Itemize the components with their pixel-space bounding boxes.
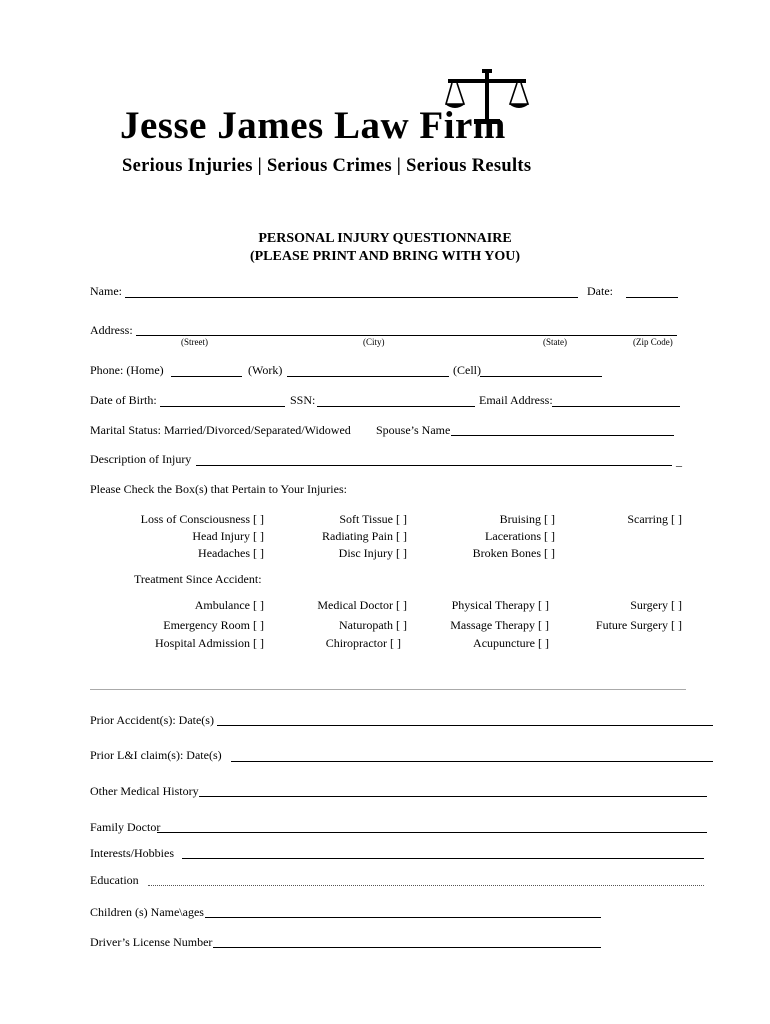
date-field[interactable]	[626, 297, 678, 298]
treatment-emergency-room[interactable]: Emergency Room [ ]	[163, 618, 264, 632]
prior-accidents-label: Prior Accident(s): Date(s)	[90, 713, 214, 727]
treatment-hospital-admission[interactable]: Hospital Admission [ ]	[154, 636, 264, 650]
section-divider	[90, 689, 686, 690]
zip-sublabel: (Zip Code)	[633, 337, 673, 347]
other-medical-history-label: Other Medical History	[90, 784, 199, 798]
email-field[interactable]	[552, 406, 680, 407]
description-label: Description of Injury	[90, 452, 192, 466]
treatment-naturopath[interactable]: Naturopath [ ]	[339, 618, 407, 632]
treatment-massage-therapy[interactable]: Massage Therapy [ ]	[450, 618, 549, 632]
street-sublabel: (Street)	[181, 337, 208, 347]
phone-home-field[interactable]	[171, 376, 242, 377]
treatment-ambulance[interactable]: Ambulance [ ]	[194, 598, 264, 612]
injury-disc-injury[interactable]: Disc Injury [ ]	[338, 546, 407, 560]
injury-headaches[interactable]: Headaches [ ]	[198, 546, 264, 560]
education-label: Education	[90, 873, 139, 887]
ssn-field[interactable]	[317, 406, 475, 407]
family-doctor-label: Family Doctor	[90, 820, 161, 834]
drivers-license-field[interactable]	[213, 947, 601, 948]
name-label: Name:	[90, 284, 122, 298]
treatment-heading: Treatment Since Accident:	[134, 572, 262, 586]
interests-hobbies-field[interactable]	[182, 858, 704, 859]
name-field[interactable]	[125, 297, 578, 298]
other-medical-history-field[interactable]	[199, 796, 707, 797]
injury-broken-bones[interactable]: Broken Bones [ ]	[472, 546, 555, 560]
firm-name: Jesse James Law Firm	[120, 104, 506, 147]
spouse-name-label: Spouse’s Name	[376, 423, 451, 437]
date-label: Date:	[587, 284, 613, 298]
children-names-ages-field[interactable]	[205, 917, 601, 918]
address-label: Address:	[90, 323, 133, 337]
treatment-chiropractor[interactable]: Chiropractor [ ]	[325, 636, 401, 650]
phone-cell-field[interactable]	[480, 376, 602, 377]
dob-field[interactable]	[160, 406, 285, 407]
treatment-future-surgery[interactable]: Future Surgery [ ]	[595, 618, 682, 632]
treatment-medical-doctor[interactable]: Medical Doctor [ ]	[317, 598, 407, 612]
description-field[interactable]	[196, 465, 672, 466]
injury-loss-of-consciousness[interactable]: Loss of Consciousness [ ]	[140, 512, 264, 526]
form-subtitle: (PLEASE PRINT AND BRING WITH YOU)	[249, 249, 521, 264]
prior-accidents-field[interactable]	[217, 725, 713, 726]
family-doctor-field[interactable]	[157, 832, 707, 833]
injury-radiating-pain[interactable]: Radiating Pain [ ]	[322, 529, 407, 543]
state-sublabel: (State)	[543, 337, 567, 347]
injury-head-injury[interactable]: Head Injury [ ]	[192, 529, 264, 543]
phone-work-label: (Work)	[248, 363, 283, 377]
firm-tagline: Serious Injuries | Serious Crimes | Serious Results	[122, 156, 532, 176]
spouse-name-field[interactable]	[451, 435, 674, 436]
prior-li-claims-label: Prior L&I claim(s): Date(s)	[90, 748, 222, 762]
phone-work-field[interactable]	[287, 376, 449, 377]
treatment-acupuncture[interactable]: Acupuncture [ ]	[473, 636, 549, 650]
injury-scarring[interactable]: Scarring [ ]	[627, 512, 682, 526]
form-title: PERSONAL INJURY QUESTIONNAIRE	[258, 231, 512, 246]
treatment-surgery[interactable]: Surgery [ ]	[630, 598, 682, 612]
children-names-ages-label: Children (s) Name\ages	[90, 905, 204, 919]
marital-status-label: Marital Status: Married/Divorced/Separated/Widowed	[90, 423, 351, 437]
prior-li-claims-field[interactable]	[231, 761, 713, 762]
phone-home-label: Phone: (Home)	[90, 363, 164, 377]
treatment-physical-therapy[interactable]: Physical Therapy [ ]	[451, 598, 549, 612]
injury-bruising[interactable]: Bruising [ ]	[499, 512, 555, 526]
injury-lacerations[interactable]: Lacerations [ ]	[485, 529, 555, 543]
address-field[interactable]	[136, 335, 677, 336]
ssn-label: SSN:	[290, 393, 316, 407]
drivers-license-label: Driver’s License Number	[90, 935, 213, 949]
description-tail: _	[676, 454, 682, 468]
phone-cell-label: (Cell)	[453, 363, 481, 377]
email-label: Email Address:	[479, 393, 553, 407]
dob-label: Date of Birth:	[90, 393, 157, 407]
injury-soft-tissue[interactable]: Soft Tissue [ ]	[339, 512, 407, 526]
education-field[interactable]	[148, 885, 704, 886]
interests-hobbies-label: Interests/Hobbies	[90, 846, 174, 860]
city-sublabel: (City)	[363, 337, 385, 347]
check-intro: Please Check the Box(s) that Pertain to Your Injuries:	[90, 482, 347, 496]
